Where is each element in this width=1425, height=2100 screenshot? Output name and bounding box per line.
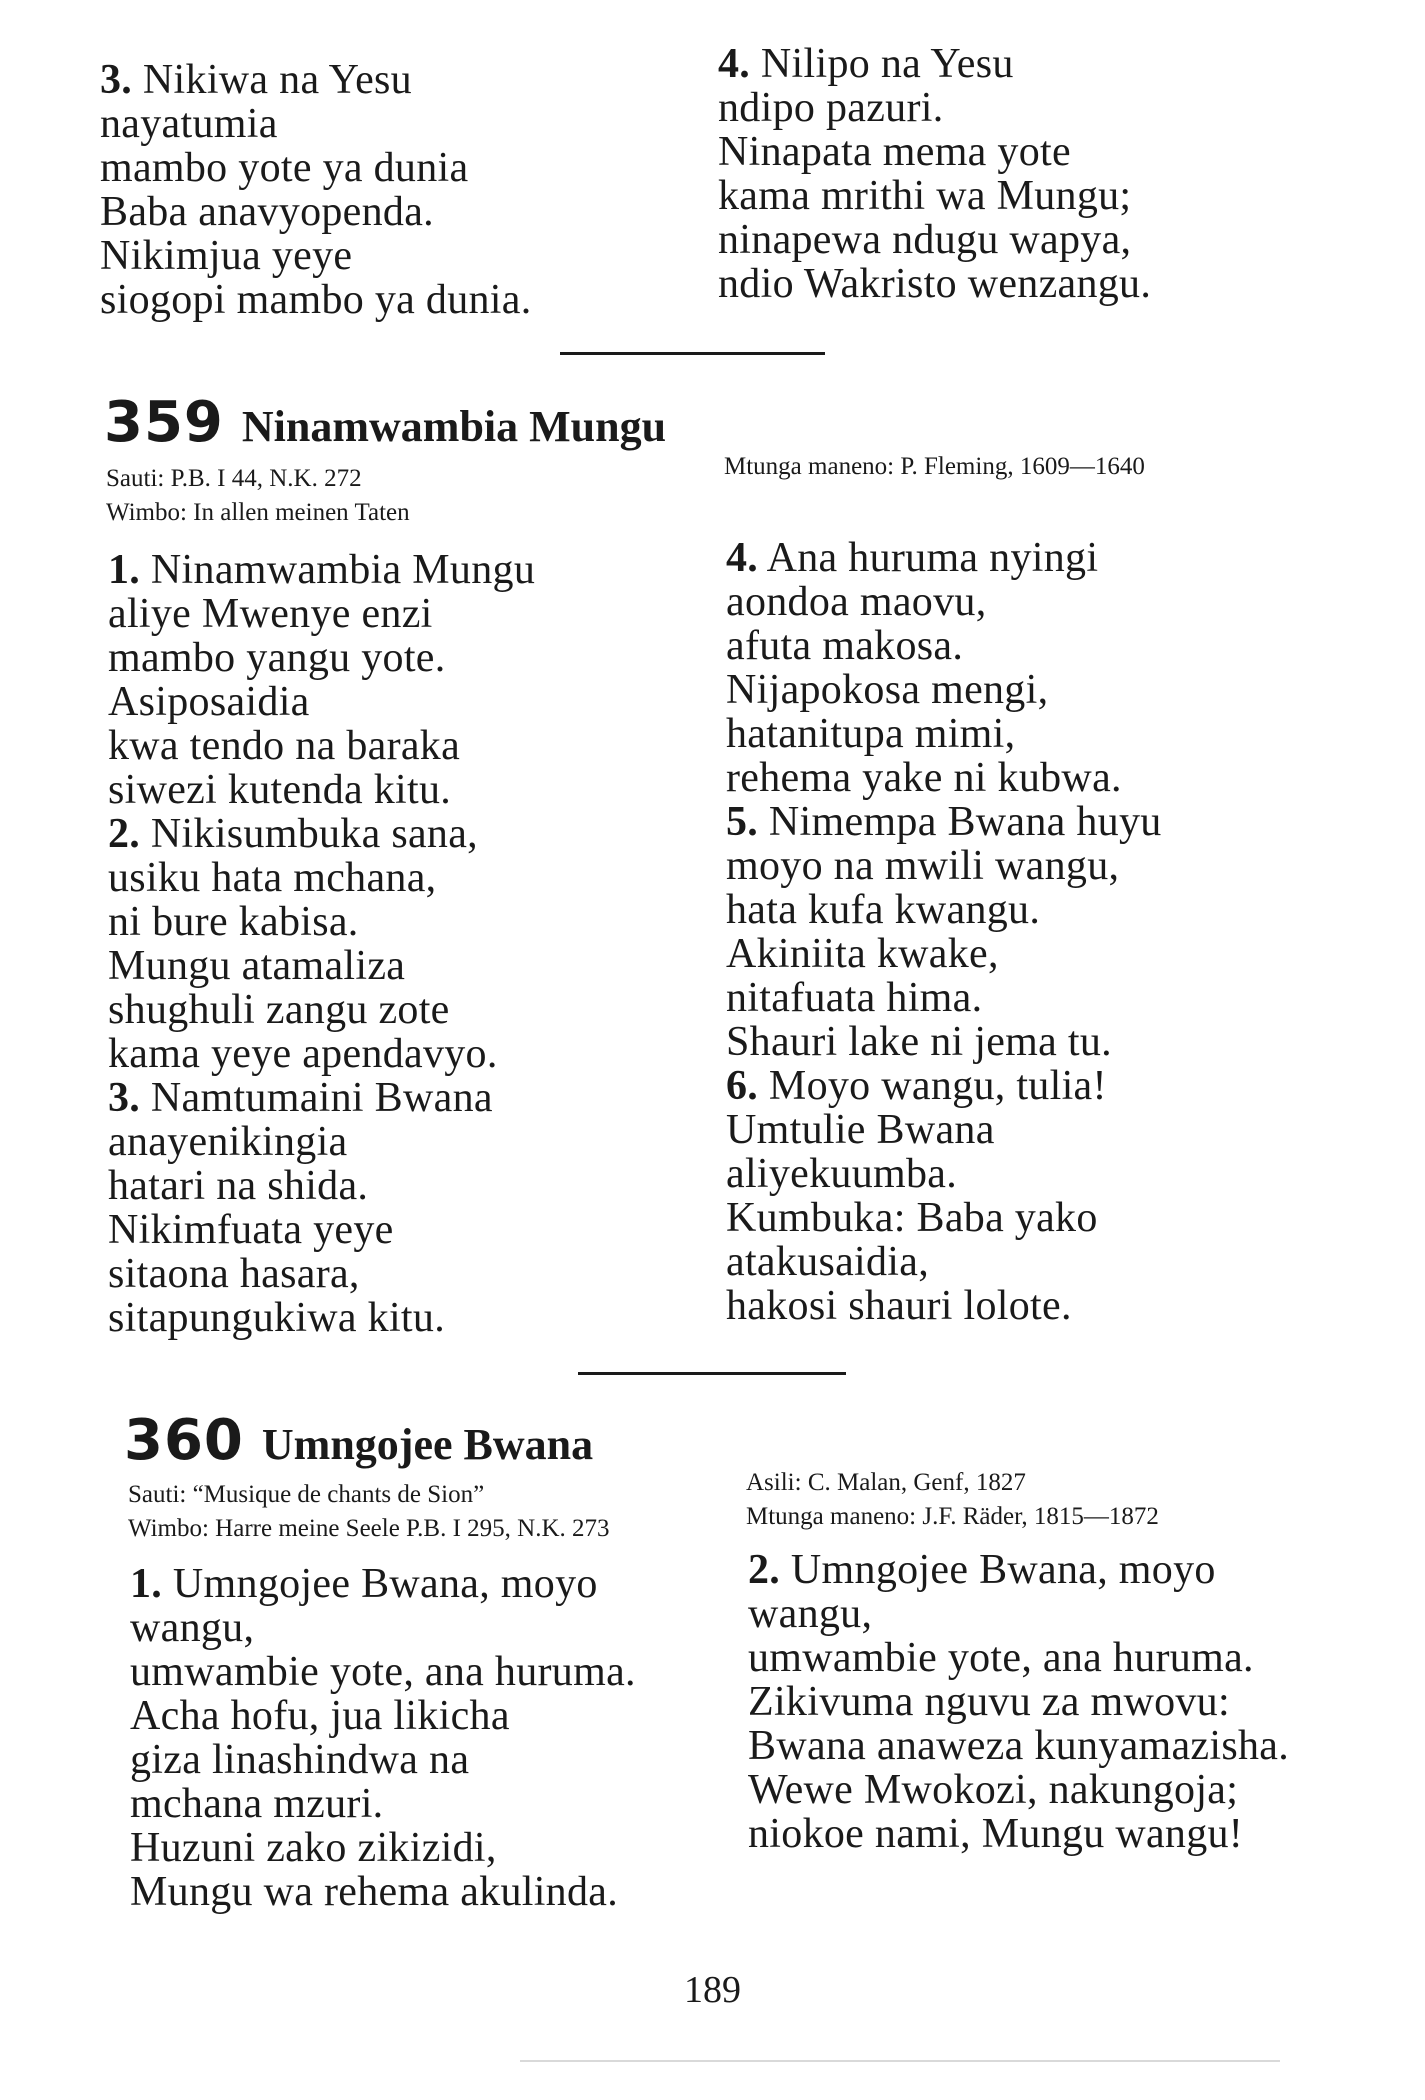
melody-name: Wimbo: Harre meine Seele P.B. I 295, N.K. 273 — [128, 1515, 610, 1542]
verse-text: aondoa maovu, — [726, 579, 987, 625]
verse-text: Nimempa Bwana huyu — [768, 799, 1162, 845]
verse-line — [108, 900, 535, 944]
verse-line — [108, 1296, 535, 1340]
verse-line — [100, 146, 532, 190]
verse-line — [718, 262, 1151, 306]
verse-line — [100, 278, 532, 322]
verse-text: nitafuata hima. — [726, 975, 983, 1021]
verse-line — [718, 218, 1151, 262]
verse-line — [748, 1812, 1289, 1856]
verse-text: hatanitupa mimi, — [726, 711, 1016, 757]
verse-text: Nikimfuata yeye — [108, 1207, 394, 1253]
verse-line — [108, 1164, 535, 1208]
verse-line — [726, 624, 1162, 668]
verse-text: kwa tendo na baraka — [108, 723, 461, 769]
verse-text: moyo na mwili wangu, — [726, 843, 1120, 889]
verse-text: giza linashindwa na — [130, 1737, 470, 1783]
verse-line — [726, 1064, 1162, 1108]
top-left-verse — [100, 58, 532, 322]
verse-line — [130, 1826, 636, 1870]
verse-text: aliyekuumba. — [726, 1151, 958, 1197]
verse-line — [130, 1782, 636, 1826]
verse-line — [108, 1208, 535, 1252]
verse-line — [130, 1650, 636, 1694]
verse-text: Acha hofu, jua likicha — [130, 1693, 510, 1739]
verse-text: Bwana anaweza kunyamazisha. — [748, 1723, 1290, 1769]
verse-text: Huzuni zako zikizidi, — [130, 1825, 497, 1871]
tune-source: Sauti: P.B. I 44, N.K. 272 — [106, 465, 362, 492]
verse-text: Ana huruma nyingi — [766, 535, 1099, 581]
verse-text: mambo yangu yote. — [108, 635, 446, 681]
hymn-359-meta-right — [724, 450, 1145, 484]
verse-line — [130, 1738, 636, 1782]
hymn-title: Ninamwambia Mungu — [241, 402, 667, 451]
verse-line — [726, 756, 1162, 800]
tune-source: Sauti: “Musique de chants de Sion” — [128, 1481, 485, 1508]
verse-number: 3. — [100, 57, 133, 103]
verse-text: Asiposaidia — [108, 679, 310, 725]
verse-line — [726, 536, 1162, 580]
verse-text: Mungu wa rehema akulinda. — [130, 1869, 619, 1915]
verse-text: ninapewa ndugu wapya, — [718, 217, 1132, 263]
top-right-verse — [718, 42, 1151, 306]
hymn-360-heading — [124, 1408, 593, 1473]
verse-line — [726, 712, 1162, 756]
verse-line — [108, 1032, 535, 1076]
verse-line — [748, 1592, 1289, 1636]
verse-number: 1. — [130, 1561, 163, 1607]
verse-text: Nilipo na Yesu — [760, 41, 1014, 87]
verse-line — [108, 1076, 535, 1120]
verse-text: ndipo pazuri. — [718, 85, 944, 131]
verse-line — [726, 580, 1162, 624]
lyricist: Mtunga maneno: J.F. Räder, 1815—1872 — [746, 1503, 1159, 1530]
verse-line — [726, 844, 1162, 888]
verse-text: Baba anavyopenda. — [100, 189, 434, 235]
verse-line — [726, 888, 1162, 932]
verse-line — [130, 1562, 636, 1606]
verse-text: rehema yake ni kubwa. — [726, 755, 1122, 801]
verse-line — [726, 932, 1162, 976]
hymn-359-left-column — [108, 548, 535, 1340]
verse-line — [108, 988, 535, 1032]
hymn-359-right-column — [726, 536, 1162, 1328]
verse-line — [108, 680, 535, 724]
verse-text: Shauri lake ni jema tu. — [726, 1019, 1112, 1065]
verse-line — [130, 1870, 636, 1914]
verse-text: Zikivuma nguvu za mwovu: — [748, 1679, 1230, 1725]
verse-text: Wewe Mwokozi, nakungoja; — [748, 1767, 1239, 1813]
verse-text: Kumbuka: Baba yako — [726, 1195, 1098, 1241]
lyricist: Mtunga maneno: P. Fleming, 1609—1640 — [724, 453, 1145, 480]
verse-text: Umngojee Bwana, moyo — [790, 1547, 1216, 1593]
verse-text: Mungu atamaliza — [108, 943, 406, 989]
verse-line — [108, 724, 535, 768]
melody-name: Wimbo: In allen meinen Taten — [106, 499, 410, 526]
verse-line — [718, 130, 1151, 174]
verse-text: ni bure kabisa. — [108, 899, 359, 945]
verse-text: sitaona hasara, — [108, 1251, 360, 1297]
hymn-number: 360 — [124, 1408, 244, 1473]
verse-line — [726, 668, 1162, 712]
hymn-360-left-column — [130, 1562, 636, 1914]
verse-text: hata kufa kwangu. — [726, 887, 1041, 933]
verse-line — [108, 636, 535, 680]
verse-text: aliye Mwenye enzi — [108, 591, 433, 637]
verse-line — [726, 800, 1162, 844]
verse-number: 3. — [108, 1075, 141, 1121]
verse-text: siwezi kutenda kitu. — [108, 767, 452, 813]
verse-number: 4. — [718, 41, 751, 87]
verse-text: wangu, — [748, 1591, 873, 1637]
verse-line — [108, 768, 535, 812]
verse-line — [100, 234, 532, 278]
verse-line — [108, 944, 535, 988]
verse-line — [726, 976, 1162, 1020]
hymn-360-meta-left — [128, 1478, 610, 1546]
verse-text: Akiniita kwake, — [726, 931, 999, 977]
verse-number: 2. — [748, 1547, 781, 1593]
verse-text: kama yeye apendavyo. — [108, 1031, 498, 1077]
verse-line — [726, 1240, 1162, 1284]
verse-text: Ninapata mema yote — [718, 129, 1071, 175]
verse-line — [718, 86, 1151, 130]
section-divider — [560, 352, 825, 355]
verse-text: Ninamwambia Mungu — [150, 547, 536, 593]
hymn-359-heading — [104, 390, 666, 455]
origin: Asili: C. Malan, Genf, 1827 — [746, 1469, 1026, 1496]
verse-text: niokoe nami, Mungu wangu! — [748, 1811, 1244, 1857]
verse-text: atakusaidia, — [726, 1239, 930, 1285]
hymn-359-meta-left — [106, 462, 410, 530]
hymn-360-right-column — [748, 1548, 1289, 1856]
verse-line — [108, 548, 535, 592]
verse-text: afuta makosa. — [726, 623, 964, 669]
verse-line — [726, 1108, 1162, 1152]
verse-text: Nikisumbuka sana, — [150, 811, 478, 857]
verse-number: 1. — [108, 547, 141, 593]
verse-text: shughuli zangu zote — [108, 987, 450, 1033]
verse-text: anayenikingia — [108, 1119, 348, 1165]
verse-text: hakosi shauri lolote. — [726, 1283, 1072, 1329]
verse-text: kama mrithi wa Mungu; — [718, 173, 1132, 219]
scan-edge-line — [520, 2060, 1280, 2062]
verse-line — [748, 1636, 1289, 1680]
section-divider — [578, 1372, 846, 1375]
verse-text: mambo yote ya dunia — [100, 145, 469, 191]
verse-text: Umtulie Bwana — [726, 1107, 995, 1153]
verse-line — [100, 58, 532, 102]
verse-text: umwambie yote, ana huruma. — [130, 1649, 636, 1695]
verse-line — [100, 102, 532, 146]
verse-line — [748, 1680, 1289, 1724]
verse-text: wangu, — [130, 1605, 255, 1651]
verse-line — [748, 1768, 1289, 1812]
verse-text: nayatumia — [100, 101, 278, 147]
verse-text: hatari na shida. — [108, 1163, 369, 1209]
verse-text: Nikimjua yeye — [100, 233, 353, 279]
verse-line — [726, 1020, 1162, 1064]
verse-text: umwambie yote, ana huruma. — [748, 1635, 1254, 1681]
verse-line — [718, 42, 1151, 86]
hymn-title: Umngojee Bwana — [261, 1420, 594, 1469]
verse-number: 5. — [726, 799, 759, 845]
verse-text: Nijapokosa mengi, — [726, 667, 1049, 713]
verse-number: 6. — [726, 1063, 759, 1109]
hymn-number: 359 — [104, 390, 224, 455]
verse-line — [130, 1606, 636, 1650]
verse-line — [108, 592, 535, 636]
verse-line — [726, 1152, 1162, 1196]
verse-line — [108, 1252, 535, 1296]
verse-line — [130, 1694, 636, 1738]
verse-text: Umngojee Bwana, moyo — [172, 1561, 598, 1607]
verse-line — [108, 812, 535, 856]
verse-text: mchana mzuri. — [130, 1781, 384, 1827]
verse-number: 2. — [108, 811, 141, 857]
verse-text: Moyo wangu, tulia! — [768, 1063, 1107, 1109]
verse-text: Namtumaini Bwana — [150, 1075, 493, 1121]
verse-line — [748, 1724, 1289, 1768]
verse-line — [726, 1284, 1162, 1328]
page-number: 189 — [684, 1969, 741, 2011]
verse-line — [108, 856, 535, 900]
verse-text: siogopi mambo ya dunia. — [100, 277, 532, 323]
verse-text: Nikiwa na Yesu — [142, 57, 412, 103]
verse-line — [726, 1196, 1162, 1240]
verse-line — [100, 190, 532, 234]
verse-line — [718, 174, 1151, 218]
hymn-360-meta-right — [746, 1466, 1159, 1534]
verse-number: 4. — [726, 535, 759, 581]
verse-line — [748, 1548, 1289, 1592]
verse-line — [108, 1120, 535, 1164]
verse-text: ndio Wakristo wenzangu. — [718, 261, 1152, 307]
verse-text: usiku hata mchana, — [108, 855, 437, 901]
verse-text: sitapungukiwa kitu. — [108, 1295, 446, 1341]
